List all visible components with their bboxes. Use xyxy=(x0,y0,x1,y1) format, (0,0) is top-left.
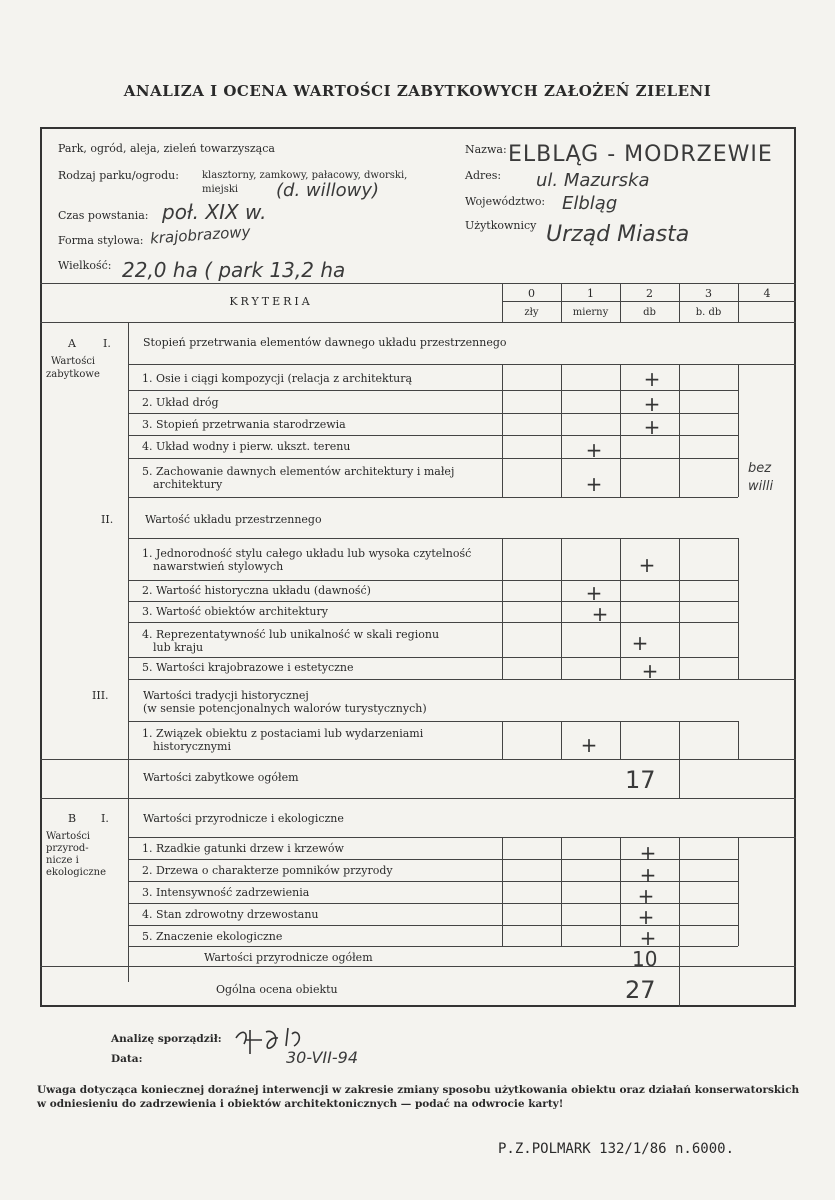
rule xyxy=(128,721,738,722)
rule xyxy=(128,458,738,459)
g3-roman: III. xyxy=(92,689,109,702)
section-a-letter: A xyxy=(68,337,76,350)
g2-item-1-cont: nawarstwień stylowych xyxy=(153,560,284,573)
printer-mark: P.Z.POLMARK 132/1/86 n.6000. xyxy=(498,1141,735,1157)
col-sep xyxy=(679,759,680,798)
g1-item-5-cont: architektury xyxy=(153,478,223,491)
b-mark-3: + xyxy=(637,884,655,908)
col-sep xyxy=(679,966,680,1007)
rule xyxy=(128,364,796,365)
rule xyxy=(128,497,738,498)
col-sep xyxy=(679,946,680,966)
col-sep xyxy=(679,721,680,759)
col-sep xyxy=(561,837,562,946)
col-sep xyxy=(561,721,562,759)
rule xyxy=(40,759,796,760)
g3-item-1-cont: historycznymi xyxy=(153,740,231,753)
g1-item-3: 3. Stopień przetrwania starodrzewia xyxy=(142,418,346,431)
overall-label: Ogólna ocena obiektu xyxy=(216,983,338,996)
adres-value-handwritten: ul. Mazurska xyxy=(536,170,650,191)
section-b-name-2: przyrod- xyxy=(46,843,89,854)
adres-label: Adres: xyxy=(465,169,502,182)
g3-item-1: 1. Związek obiektu z postaciami lub wydarzeniami xyxy=(142,727,424,740)
col-sep xyxy=(561,538,562,679)
col-sep xyxy=(738,538,739,679)
col-sep xyxy=(620,538,621,679)
col-0-label: zły xyxy=(524,307,539,318)
col-sep xyxy=(502,721,503,759)
g2-title: Wartość układu przestrzennego xyxy=(145,513,322,526)
wielkosc-value-handwritten: 22,0 ha ( park 13,2 ha xyxy=(122,258,346,282)
g1-mark-4: + xyxy=(585,438,603,462)
kryteria-label: KRYTERIA xyxy=(229,295,313,308)
g1-title: Stopień przetrwania elementów dawnego układu przestrzennego xyxy=(143,336,507,349)
col-sep xyxy=(679,364,680,497)
g2-item-2: 2. Wartość historyczna układu (dawność) xyxy=(142,584,371,597)
nazwa-label: Nazwa: xyxy=(465,143,507,156)
col-sep xyxy=(502,364,503,497)
rule xyxy=(128,580,738,581)
col-2-label: db xyxy=(643,307,656,318)
col-sep xyxy=(679,837,680,946)
g2-mark-3: + xyxy=(591,602,609,626)
wojewodztwo-value-handwritten: Elbląg xyxy=(562,193,618,214)
g2-item-3: 3. Wartość obiektów architektury xyxy=(142,605,328,618)
b-mark-4: + xyxy=(637,905,655,929)
rule xyxy=(128,657,738,658)
g2-roman: II. xyxy=(101,513,114,526)
czas-label: Czas powstania: xyxy=(58,209,149,222)
col-sep xyxy=(738,721,739,759)
sporzadzil-label: Analizę sporządził: xyxy=(111,1033,222,1045)
col-sep xyxy=(620,837,621,946)
g2-item-4-cont: lub kraju xyxy=(153,641,204,654)
g2-mark-5: + xyxy=(641,659,659,683)
rule xyxy=(502,301,796,302)
rule xyxy=(40,283,796,284)
forma-value-handwritten: krajobrazowy xyxy=(149,222,251,248)
section-b-letter: B xyxy=(68,812,77,825)
col-2-num: 2 xyxy=(646,287,653,300)
col-sep xyxy=(561,283,562,322)
type-label: Rodzaj parku/ogrodu: xyxy=(58,169,179,182)
col-sep xyxy=(502,538,503,679)
wojewodztwo-label: Województwo: xyxy=(465,195,546,208)
col-sep xyxy=(502,837,503,946)
g3-title-1: Wartości tradycji historycznej xyxy=(143,689,309,702)
data-value-handwritten: 30-VII-94 xyxy=(286,1048,358,1067)
g2-mark-2: + xyxy=(585,581,603,605)
b-item-5: 5. Znaczenie ekologiczne xyxy=(142,930,283,943)
section-a-name-2: zabytkowe xyxy=(46,369,100,380)
g1-item-2: 2. Układ dróg xyxy=(142,396,219,409)
g1-item-5: 5. Zachowanie dawnych elementów architektury i małej xyxy=(142,465,455,478)
g1-item-1: 1. Osie i ciągi kompozycji (relacja z architekturą xyxy=(142,372,413,385)
col-4-num: 4 xyxy=(763,287,771,300)
g2-item-5: 5. Wartości krajobrazowe i estetyczne xyxy=(142,661,354,674)
park-types-label: Park, ogród, aleja, zieleń towarzysząca xyxy=(58,142,275,155)
type-options: klasztorny, zamkowy, pałacowy, dworski, xyxy=(202,170,408,181)
rule xyxy=(128,601,738,602)
g1-item-4: 4. Układ wodny i pierw. ukszt. terenu xyxy=(142,440,351,453)
rule xyxy=(40,966,796,967)
type-note-handwritten: (d. willowy) xyxy=(276,180,380,201)
b-item-4: 4. Stan zdrowotny drzewostanu xyxy=(142,908,319,921)
b-item-2: 2. Drzewa o charakterze pomników przyrody xyxy=(142,864,393,877)
uwaga-note: Uwaga dotycząca koniecznej doraźnej interwencji w zakresie zmiany sposobu użytkowania obiektu oraz działań konserwatorskich w odniesieniu do zadrzewienia i obiektów architektonicznych — podać na odwrocie karty! xyxy=(37,1084,800,1110)
rule xyxy=(128,679,796,680)
col-sep xyxy=(679,538,680,679)
g3-title-2: (w sensie potencjonalnych walorów turystycznych) xyxy=(143,702,427,715)
b-mark-2: + xyxy=(639,863,657,887)
data-label: Data: xyxy=(111,1053,143,1065)
section-b-name-4: ekologiczne xyxy=(46,867,107,878)
section-b-name-1: Wartości xyxy=(46,831,91,842)
wielkosc-label: Wielkość: xyxy=(58,259,112,272)
b-item-3: 3. Intensywność zadrzewienia xyxy=(142,886,310,899)
g1-mark-2: + xyxy=(643,392,661,416)
g1-note-handwritten: bez willi xyxy=(748,461,774,494)
rule xyxy=(128,622,738,623)
col-1-num: 1 xyxy=(587,287,594,300)
col-3-num: 3 xyxy=(705,287,712,300)
a-total-label: Wartości zabytkowe ogółem xyxy=(143,771,299,784)
category-sep xyxy=(128,322,129,982)
col-sep xyxy=(738,837,739,946)
g2-item-1: 1. Jednorodność stylu całego układu lub wysoka czytelność xyxy=(142,547,472,560)
section-b-roman: I. xyxy=(101,812,109,825)
col-sep xyxy=(679,283,680,322)
g3-mark-1: + xyxy=(580,733,598,757)
g2-mark-4: + xyxy=(631,631,649,655)
forma-label: Forma stylowa: xyxy=(58,234,144,247)
section-a-name-1: Wartości xyxy=(51,356,96,367)
b-total-label: Wartości przyrodnicze ogółem xyxy=(204,951,373,964)
g2-mark-1: + xyxy=(638,553,656,577)
nazwa-value-handwritten: ELBLĄG - MODRZEWIE xyxy=(508,142,773,167)
b-total-value-handwritten: 10 xyxy=(632,947,658,971)
rule xyxy=(128,538,738,539)
g1-mark-1: + xyxy=(643,367,661,391)
b-item-1: 1. Rzadkie gatunki drzew i krzewów xyxy=(142,842,344,855)
rule xyxy=(40,798,796,799)
uzytkownicy-value-handwritten: Urząd Miasta xyxy=(546,222,690,247)
czas-value-handwritten: poł. XIX w. xyxy=(162,200,267,224)
col-1-label: mierny xyxy=(572,307,609,318)
col-sep xyxy=(620,721,621,759)
col-sep xyxy=(502,283,503,322)
rule xyxy=(128,837,796,838)
b-title: Wartości przyrodnicze i ekologiczne xyxy=(143,812,344,825)
form-title: ANALIZA I OCENA WARTOŚCI ZABYTKOWYCH ZAŁOŻEŃ ZIELENI xyxy=(123,82,712,100)
col-sep xyxy=(738,283,739,322)
section-a-roman: I. xyxy=(103,337,111,350)
section-b-name-3: nicze i xyxy=(46,855,79,866)
col-sep xyxy=(620,283,621,322)
col-3-label: b. db xyxy=(695,307,722,318)
g2-item-4: 4. Reprezentatywność lub unikalność w skali regionu xyxy=(142,628,440,641)
col-sep xyxy=(738,364,739,497)
col-0-num: 0 xyxy=(528,287,535,300)
g1-mark-3: + xyxy=(643,415,661,439)
a-total-value-handwritten: 17 xyxy=(625,766,656,794)
g1-mark-5: + xyxy=(585,472,603,496)
overall-value-handwritten: 27 xyxy=(625,976,656,1004)
b-mark-1: + xyxy=(639,841,657,865)
col-sep xyxy=(620,364,621,497)
rule xyxy=(40,322,796,323)
b-mark-5: + xyxy=(639,926,657,950)
col-sep xyxy=(561,364,562,497)
uzytkownicy-label: Użytkownicy xyxy=(465,219,537,232)
type-miejski: miejski xyxy=(202,184,239,195)
